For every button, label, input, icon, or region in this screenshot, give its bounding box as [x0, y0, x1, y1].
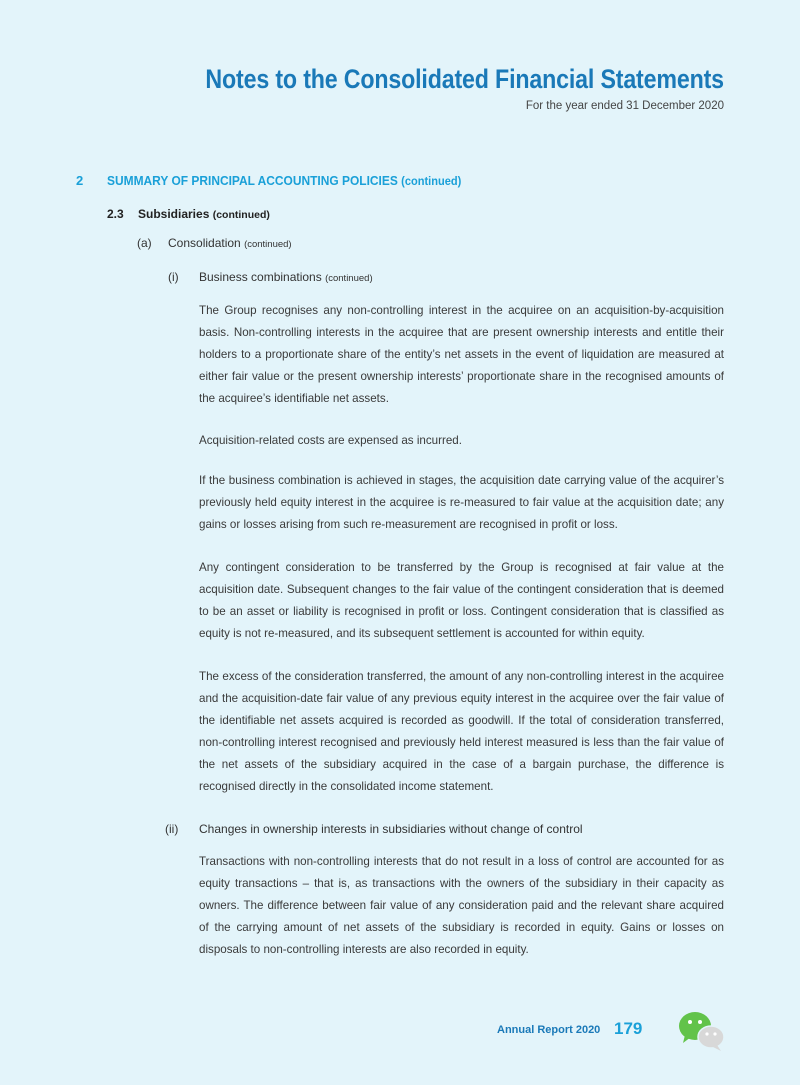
item-i-title: Business combinations: [199, 270, 322, 284]
item-i-heading: [199, 270, 373, 284]
subsection-number: 2.3: [107, 207, 124, 221]
section-heading: [107, 173, 461, 188]
item-i-continued: (continued): [325, 273, 373, 284]
subsection-title: Subsidiaries: [138, 207, 210, 221]
level-a-number: (a): [137, 236, 152, 250]
paragraph-business-combination-stages: If the business combination is achieved in stages, the acquisition date carrying value of the acquirer’s previously held equity interest in the acquiree is re-measured to fair value at the acquisition date; any gains or losses arising from such re-measurement are recognised in profit or loss.: [199, 474, 724, 531]
item-i-number: (i): [168, 270, 179, 284]
section-continued: (continued): [401, 174, 462, 188]
page-number: 179: [614, 1019, 643, 1038]
level-a-heading: [168, 236, 292, 250]
page-subtitle: For the year ended 31 December 2020: [525, 100, 724, 112]
footer-report-label: Annual Report 2020: [497, 1024, 601, 1036]
item-ii-number: (ii): [165, 822, 179, 836]
subsection-heading: [138, 207, 270, 221]
paragraph-acquisition-costs: Acquisition-related costs are expensed as incurred.: [199, 434, 462, 447]
wechat-icon: [677, 1010, 727, 1052]
subsection-continued: (continued): [212, 209, 270, 221]
item-ii-title: Changes in ownership interests in subsidiaries without change of control: [199, 822, 583, 836]
level-a-title: Consolidation: [168, 236, 241, 250]
paragraph-contingent-consideration: Any contingent consideration to be transferred by the Group is recognised at fair value at the acquisition date. Subsequent changes to the fair value of the contingent consideration that is deemed to be an asset or liability is recognised in profit or loss. Contingent consideration that is classified as equity is not re-measured, and its subsequent settlement is accounted for within equity.: [199, 561, 724, 640]
paragraph-non-controlling-transactions: Transactions with non-controlling interests that do not result in a loss of control are accounted for as equity transactions – that is, as transactions with the owners of the subsidiary in their capacity as owners. The difference between fair value of any consideration paid and the relevant share acquired of the carrying amount of net assets of the subsidiary is recorded in equity. Gains or losses on disposals to non-controlling interests are also recorded in equity.: [199, 855, 724, 956]
section-number: 2: [76, 173, 84, 188]
page-title: Notes to the Consolidated Financial Statements: [205, 64, 724, 94]
paragraph-goodwill: The excess of the consideration transferred, the amount of any non-controlling interest in the acquiree and the acquisition-date fair value of any previous equity interest in the acquiree over the fair value of the identifiable net assets acquired is recorded as goodwill. If the total of consideration transferred, non-controlling interest recognised and previously held interest measured is less than the fair value of the net assets of the subsidiary acquired in the case of a bargain purchase, the difference is recognised directly in the consolidated income statement.: [199, 670, 724, 793]
paragraph-non-controlling-interest: The Group recognises any non-controlling interest in the acquiree on an acquisition-by-acquisition basis. Non-controlling interests in the acquiree that are present ownership interests and entitle their holders to a proportionate share of the entity’s net assets in the event of liquidation are measured at either fair value or the present ownership interests’ proportionate share in the recognised amounts of the acquiree’s identifiable net assets.: [199, 304, 724, 405]
section-title: SUMMARY OF PRINCIPAL ACCOUNTING POLICIES: [107, 173, 398, 188]
level-a-continued: (continued): [244, 239, 292, 250]
